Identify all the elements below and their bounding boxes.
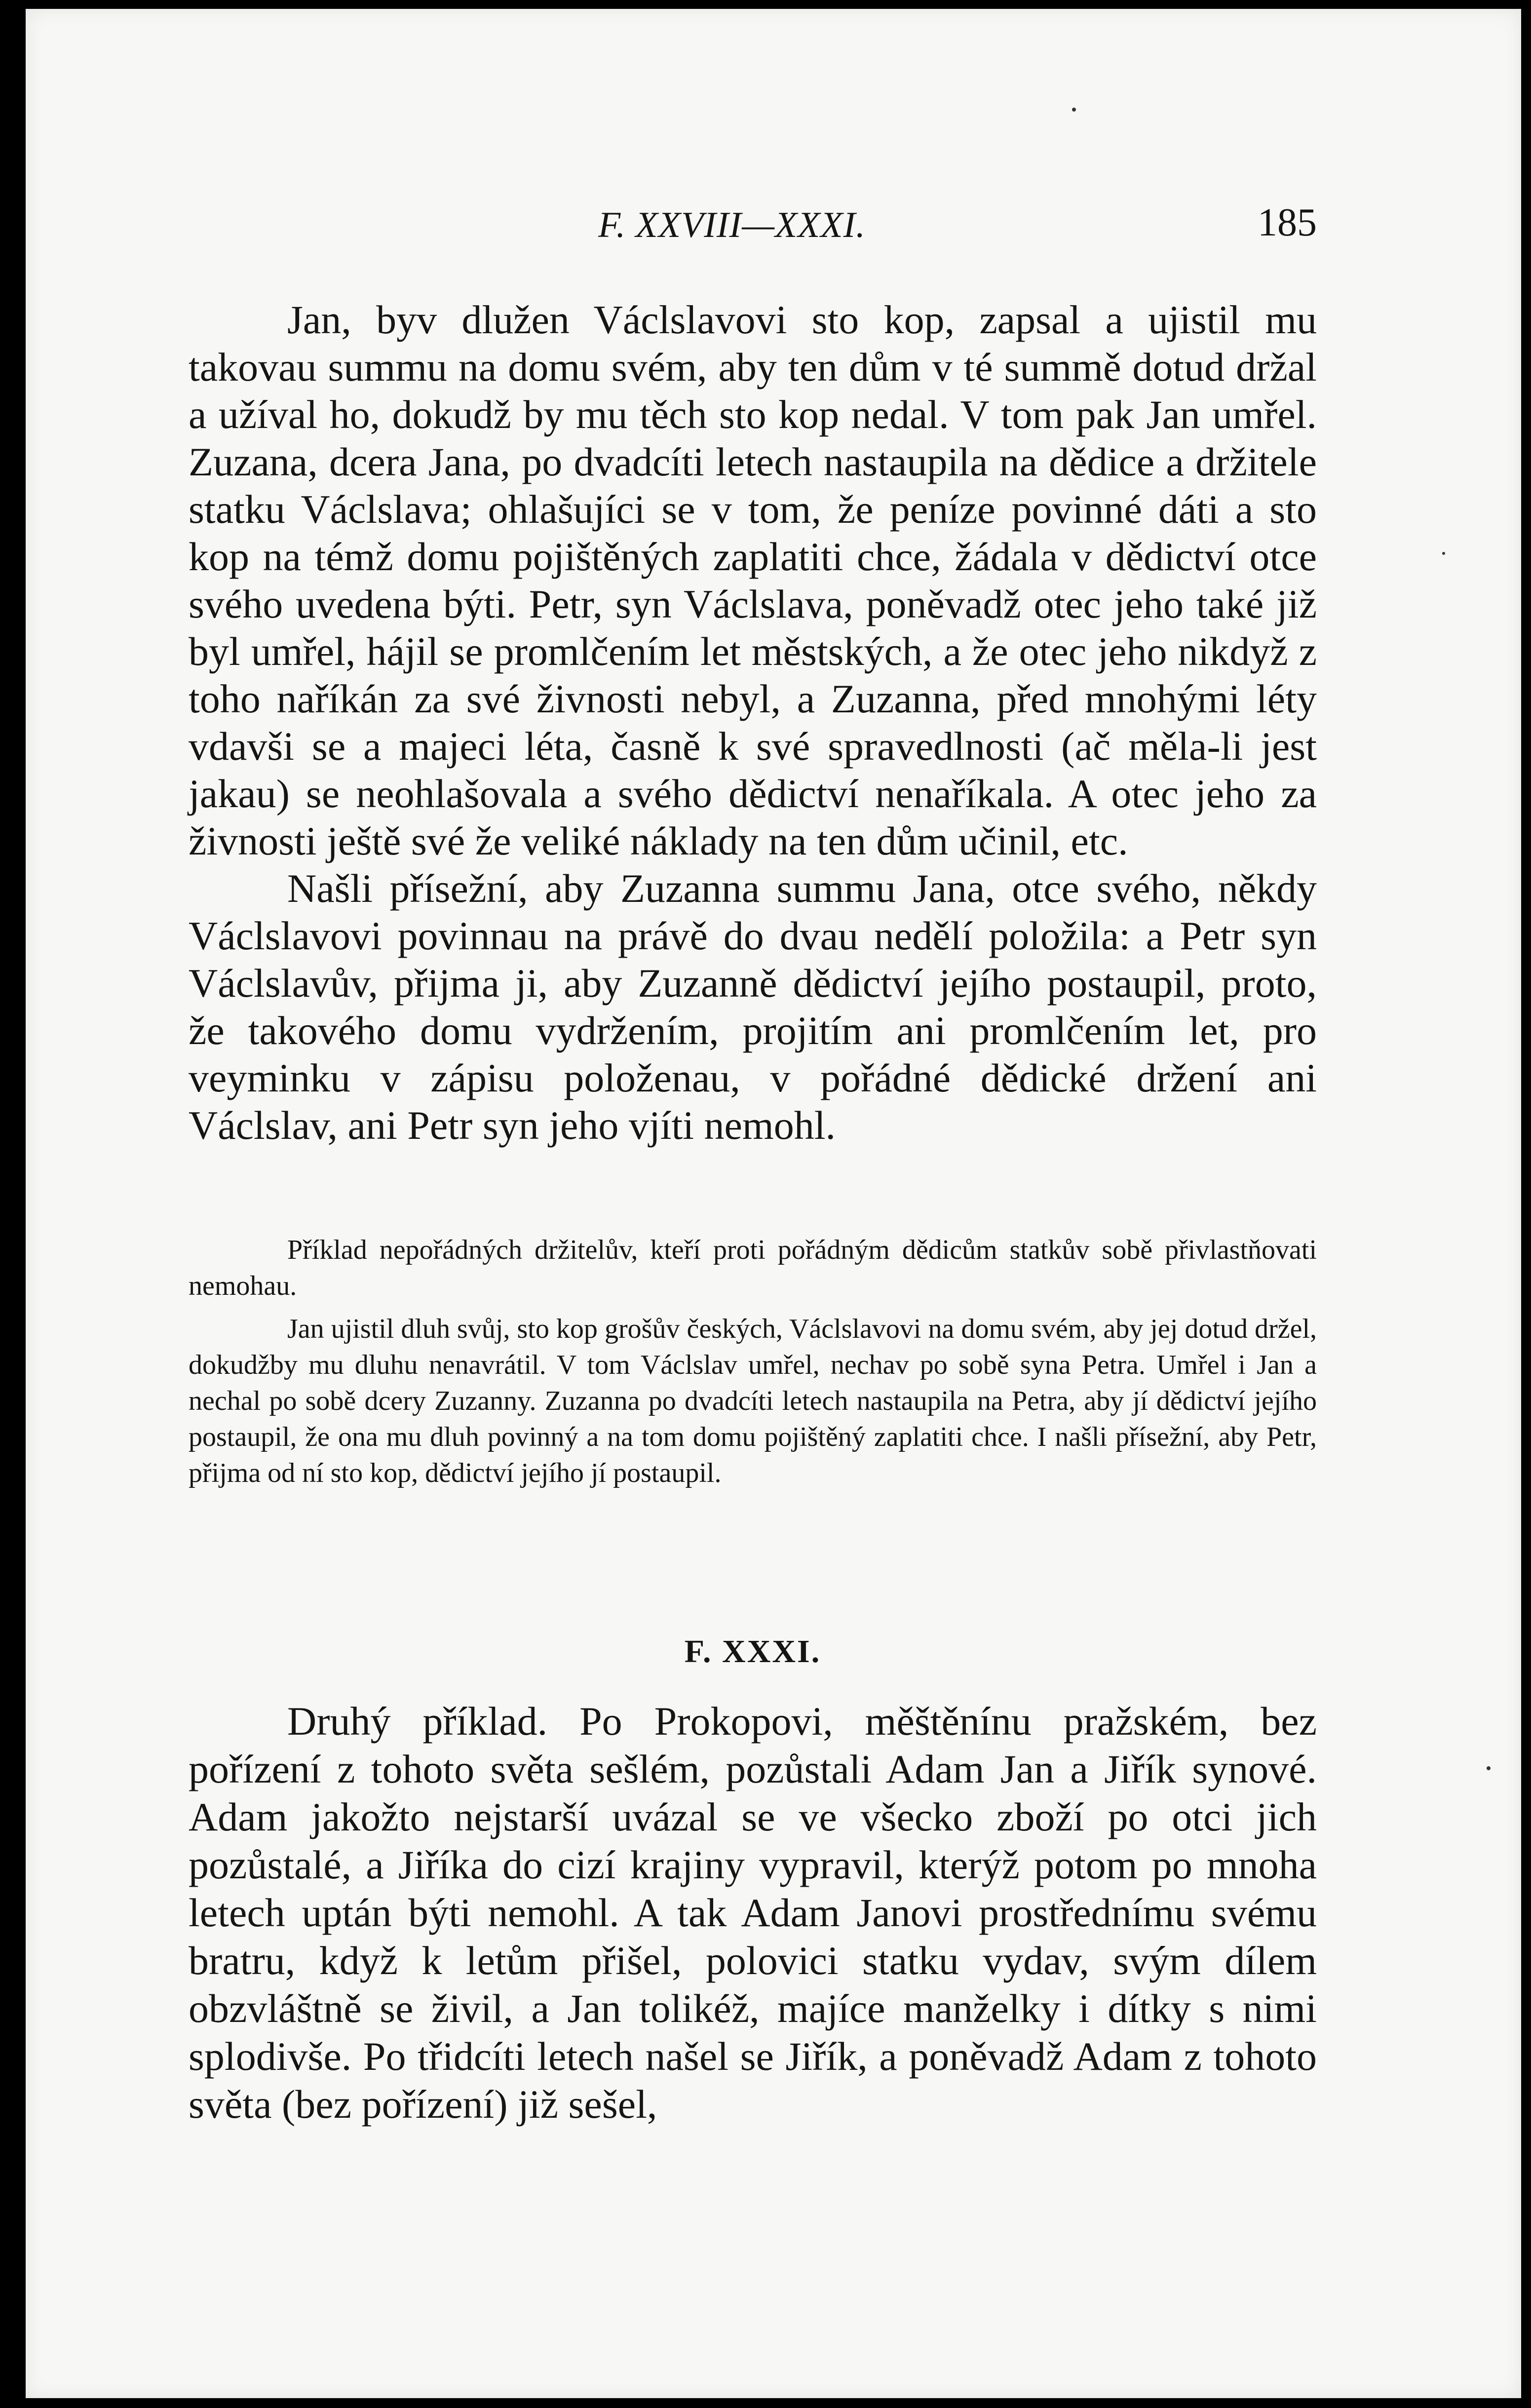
- book-page: [26, 9, 1521, 2398]
- running-head-title: F. XXVIII—XXXI.: [598, 205, 866, 245]
- note-paragraph: Jan ujistil dluh svůj, sto kop grošův českých, Václslavovi na domu svém, aby jej dotud držel, dokudžby mu dluhu nenavrátil. V tom Václslav umřel, nechav po sobě syna Petra. Umřel i Jan a nechal po sobě dcery Zuzanny. Zuzanna po dvadcíti letech nastaupila na Petra, aby jí dědictví jejího postaupil, že ona mu dluh povinný a na tom domu pojištěný zaplatiti chce. I našli přísežní, aby Petr, přijma od ní sto kop, dědictví jejího jí postaupil.: [189, 1314, 1317, 1488]
- paragraph: Jan, byv dlužen Václslavovi sto kop, zapsal a ujistil mu takovau summu na domu svém, aby ten dům v té summě dotud držal a užíval ho, dokudž by mu těch sto kop nedal. V tom pak Jan umřel. Zuzana, dcera Jana, po dvadcíti letech nastaupila na dědice a držitele statku Václslava; ohlašujíci se v tom, že peníze povinné dáti a sto kop na témž domu pojištěných zaplatiti chce, žádala v dědictví otce svého uvedena býti. Petr, syn Václslava, poněvadž otec jeho také již byl umřel, hájil se promlčením let městských, a že otec jeho nikdyž z toho naříkán za své živnosti nebyl, a Zuzanna, před mnohými léty vdavši se a majeci léta, časně k své spravedlnosti (ač měla-li jest jakau) se neohlašovala a svého dědictví nenaříkala. A otec jeho za živnosti ještě své že veliké náklady na ten dům učinil, etc.: [189, 297, 1317, 863]
- small-print-notes: [189, 1232, 1317, 1498]
- paragraph: Našli přísežní, aby Zuzanna summu Jana, otce svého, někdy Václslavovi povinnau na právě do dvau nedělí položila: a Petr syn Václslavův, přijma ji, aby Zuzanně dědictví jejího postaupil, proto, že takového domu vydržením, projitím ani promlčením let, pro veyminku v zápisu položenau, v pořádné dědické držení ani Václslav, ani Petr syn jeho vjíti nemohl.: [189, 866, 1317, 1148]
- page-speck: [1442, 552, 1445, 555]
- page-speck: [1487, 1766, 1491, 1770]
- section-text: [189, 1697, 1317, 2128]
- paragraph: Druhý příklad. Po Prokopovi, měštěnínu pražském, bez pořízení z tohoto světa sešlém, pozůstali Adam Jan a Jiřík synové. Adam jakožto nejstarší uvázal se ve všecko zboží po otci jich pozůstalé, a Jiříka do cizí krajiny vypravil, kterýž potom po mnoha letech uptán býti nemohl. A tak Adam Janovi prostřednímu svému bratru, když k letům přišel, polovici statku vydav, svým dílem obzvláštně se živil, a Jan tolikéž, majíce manželky i dítky s nimi splodivše. Po třidcíti letech našel se Jiřík, a poněvadž Adam z tohoto světa (bez pořízení) již sešel,: [189, 1699, 1317, 2127]
- running-head: [189, 200, 1317, 255]
- section-heading: F. XXXI.: [684, 1633, 821, 1670]
- page-number: 185: [1258, 201, 1317, 244]
- main-text: [189, 296, 1317, 1149]
- note-paragraph: Příklad nepořádných držitelův, kteří proti pořádným dědicům statkův sobě přivlastňovati nemohau.: [189, 1235, 1317, 1301]
- page-speck: [1072, 108, 1076, 112]
